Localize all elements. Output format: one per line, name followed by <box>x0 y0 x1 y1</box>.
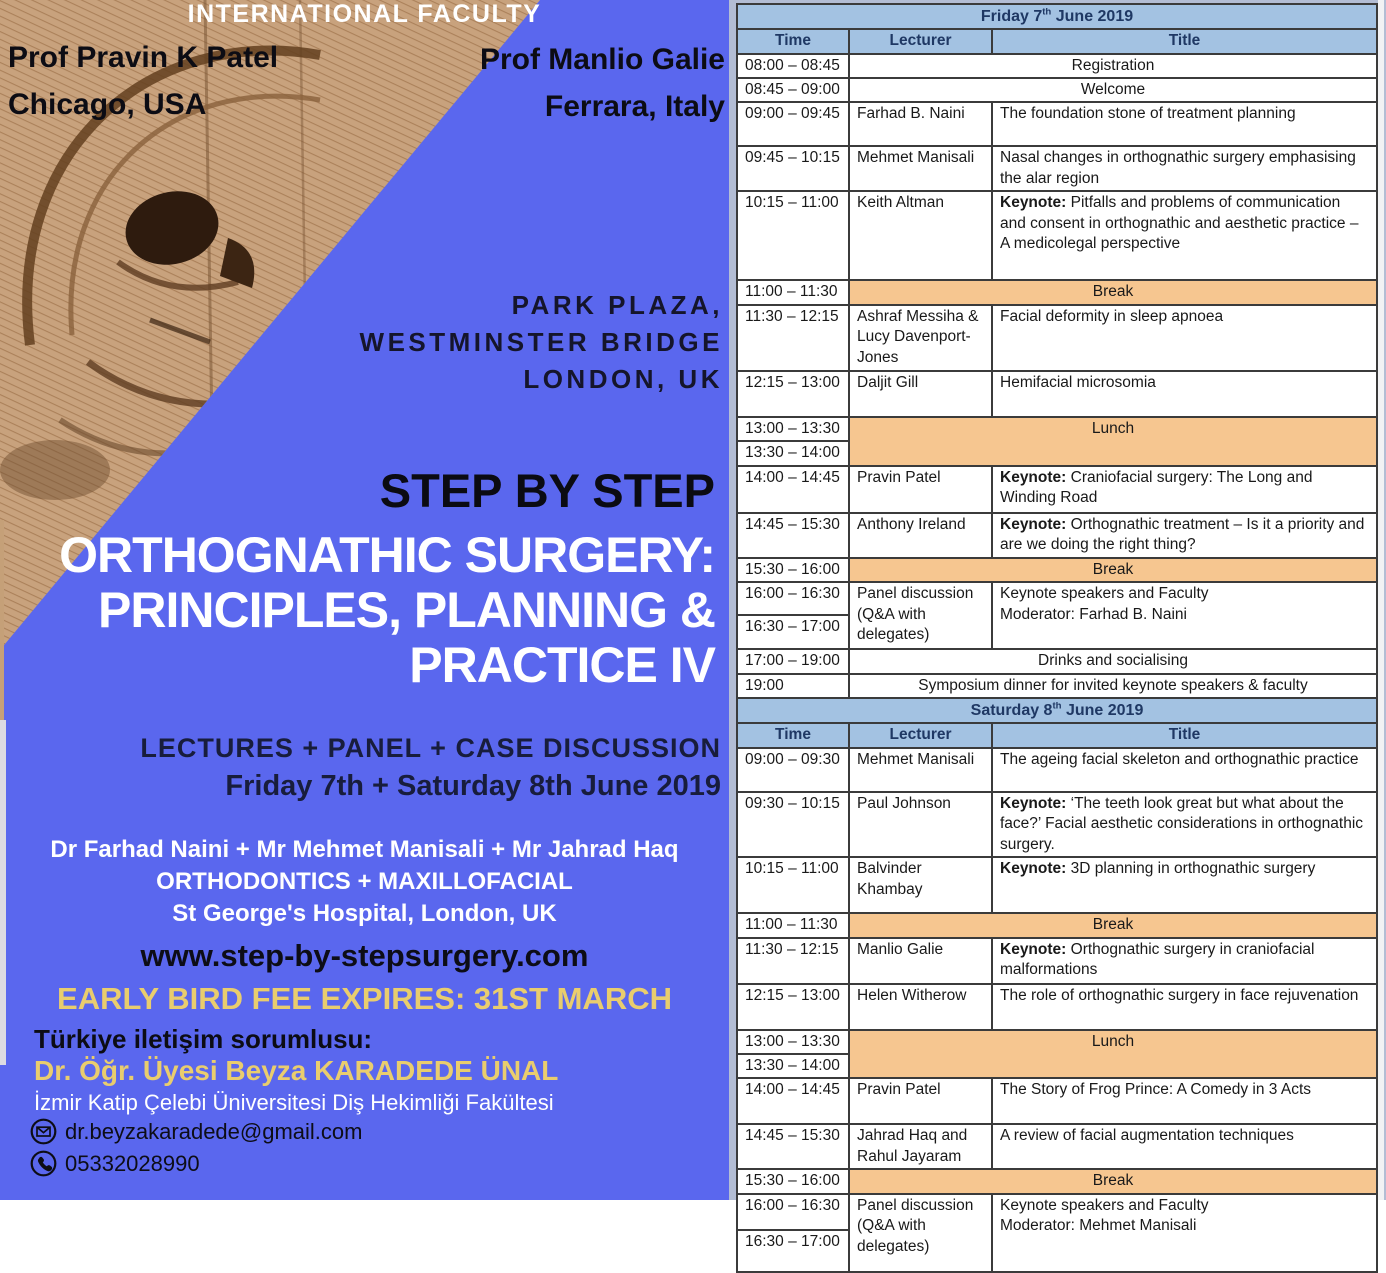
full-cell: Registration <box>849 54 1377 78</box>
time-cell: 11:00 – 11:30 <box>737 913 849 937</box>
column-header-row <box>737 29 1377 53</box>
lunch-cell: Lunch <box>849 1030 1377 1079</box>
day-header-row <box>737 698 1377 723</box>
lecturer-cell: Pravin Patel <box>849 466 992 513</box>
break-cell: Break <box>849 280 1377 304</box>
event-format-line: LECTURES + PANEL + CASE DISCUSSION <box>140 733 721 763</box>
lecturer-cell: Jahrad Haq and Rahul Jayaram <box>849 1124 992 1169</box>
prof-right-city: Ferrara, Italy <box>544 90 725 123</box>
early-bird-banner: EARLY BIRD FEE EXPIRES: 31ST MARCH <box>57 981 672 1016</box>
day-header: Friday 7th June 2019 <box>737 4 1377 29</box>
time-cell: 11:30 – 12:15 <box>737 305 849 371</box>
international-faculty-heading: INTERNATIONAL FACULTY <box>187 0 542 28</box>
time-cell: 15:30 – 16:00 <box>737 558 849 582</box>
title-cell: Keynote: ‘The teeth look great but what about the face?’ Facial aesthetic considerations in orthognathic surgery. <box>992 792 1377 857</box>
title-cell: Facial deformity in sleep apnoea <box>992 305 1377 371</box>
session-row <box>737 1078 1377 1124</box>
title-cell: Keynote: Pitfalls and problems of communication and consent in orthognathic and aesthetic practice – A medicolegal perspective <box>992 191 1377 280</box>
contact-phone: 05332028990 <box>65 1150 200 1176</box>
schedule-panel <box>729 0 1386 1255</box>
full-cell: Welcome <box>849 78 1377 102</box>
venue-block <box>360 287 723 398</box>
break-row <box>737 913 1377 937</box>
title-cell: Keynote: Orthognathic treatment – Is it a priority and are we doing the right thing? <box>992 513 1377 558</box>
prof-right-name: Prof Manlio Galie <box>479 43 725 76</box>
full-row <box>737 649 1377 673</box>
event-title-line-2: ORTHOGNATHIC SURGERY: <box>59 527 715 583</box>
prof-left-block <box>8 34 278 128</box>
time-cell: 12:15 – 13:00 <box>737 371 849 417</box>
phone-icon <box>30 1150 57 1177</box>
contact-phone-row <box>30 1150 200 1177</box>
lecturer-cell: Manlio Galie <box>849 938 992 984</box>
session-row <box>737 371 1377 417</box>
time-cell: 11:30 – 12:15 <box>737 938 849 984</box>
contact-email: dr.beyzakaradede@gmail.com <box>65 1118 363 1144</box>
organisers-line-1: Dr Farhad Naini + Mr Mehmet Manisali + Mr Jahrad Haq <box>50 836 679 863</box>
lecturer-cell: Pravin Patel <box>849 1078 992 1124</box>
column-header-title: Title <box>992 29 1377 53</box>
time-cell: 17:00 – 19:00 <box>737 649 849 673</box>
break-cell: Break <box>849 558 1377 582</box>
schedule-table <box>736 3 1378 1273</box>
contact-affiliation: İzmir Katip Çelebi Üniversitesi Diş Hekimliği Fakültesi <box>34 1090 554 1115</box>
session-row <box>737 191 1377 280</box>
session-row <box>737 748 1377 792</box>
lecturer-cell: Balvinder Khambay <box>849 857 992 913</box>
title-cell: The foundation stone of treatment planning <box>992 102 1377 146</box>
organisers-line-2: ORTHODONTICS + MAXILLOFACIAL <box>156 868 573 895</box>
event-dates-line: Friday 7th + Saturday 8th June 2019 <box>225 770 721 802</box>
lunch-row <box>737 417 1377 441</box>
break-row <box>737 280 1377 304</box>
time-cell: 13:00 – 13:30 <box>737 1030 849 1054</box>
title-cell: Keynote speakers and Faculty Moderator: Farhad B. Naini <box>992 582 1377 649</box>
time-cell: 13:30 – 14:00 <box>737 441 849 465</box>
time-cell: 16:30 – 17:00 <box>737 615 849 649</box>
time-cell: 14:00 – 14:45 <box>737 466 849 513</box>
time-cell: 08:45 – 09:00 <box>737 78 849 102</box>
venue-line-1: PARK PLAZA, <box>511 290 723 320</box>
time-cell: 08:00 – 08:45 <box>737 54 849 78</box>
contact-heading: Türkiye iletişim sorumlusu: <box>34 1024 373 1054</box>
session-row <box>737 513 1377 558</box>
time-cell: 09:30 – 10:15 <box>737 792 849 857</box>
flyer-panel <box>0 0 729 1200</box>
lecturer-cell: Keith Altman <box>849 191 992 280</box>
session-row <box>737 792 1377 857</box>
lecturer-cell: Farhad B. Naini <box>849 102 992 146</box>
lunch-cell: Lunch <box>849 417 1377 466</box>
column-header-title: Title <box>992 723 1377 747</box>
title-cell: A review of facial augmentation techniques <box>992 1124 1377 1169</box>
event-title-line-1: STEP BY STEP <box>379 464 715 517</box>
session-row <box>737 857 1377 913</box>
prof-left-name: Prof Pravin K Patel <box>8 41 279 74</box>
full-cell: Drinks and socialising <box>849 649 1377 673</box>
title-cell: Keynote speakers and Faculty Moderator: Mehmet Manisali <box>992 1194 1377 1272</box>
session-row <box>737 146 1377 191</box>
organisers-block <box>0 834 729 930</box>
time-cell: 16:00 – 16:30 <box>737 582 849 615</box>
session-row <box>737 102 1377 146</box>
session-row <box>737 305 1377 371</box>
day-header-row <box>737 4 1377 29</box>
time-cell: 16:00 – 16:30 <box>737 1194 849 1230</box>
column-header-lecturer: Lecturer <box>849 29 992 53</box>
website-text: www.step-by-stepsurgery.com <box>140 938 589 973</box>
time-cell: 09:00 – 09:30 <box>737 748 849 792</box>
panel-row <box>737 582 1377 615</box>
lecturer-cell: Mehmet Manisali <box>849 748 992 792</box>
right-edge-strip <box>1378 0 1384 1200</box>
time-cell: 14:00 – 14:45 <box>737 1078 849 1124</box>
title-cell: Keynote: Craniofacial surgery: The Long and Winding Road <box>992 466 1377 513</box>
column-header-time: Time <box>737 723 849 747</box>
time-cell: 10:15 – 11:00 <box>737 857 849 913</box>
full-cell: Symposium dinner for invited keynote speakers & faculty <box>849 674 1377 698</box>
event-title-line-4: PRACTICE IV <box>409 637 715 693</box>
time-cell: 14:45 – 15:30 <box>737 1124 849 1169</box>
title-cell: Keynote: Orthognathic surgery in craniofacial malformations <box>992 938 1377 984</box>
time-cell: 13:30 – 14:00 <box>737 1054 849 1078</box>
venue-line-3: LONDON, UK <box>523 364 723 394</box>
time-cell: 13:00 – 13:30 <box>737 417 849 441</box>
venue-line-2: WESTMINSTER BRIDGE <box>359 327 723 357</box>
event-title-line-3: PRINCIPLES, PLANNING & <box>98 582 715 638</box>
time-cell: 09:45 – 10:15 <box>737 146 849 191</box>
lecturer-cell: Paul Johnson <box>849 792 992 857</box>
break-cell: Break <box>849 1169 1377 1193</box>
email-icon <box>30 1118 57 1145</box>
title-cell: The Story of Frog Prince: A Comedy in 3 Acts <box>992 1078 1377 1124</box>
break-cell: Break <box>849 913 1377 937</box>
day-header: Saturday 8th June 2019 <box>737 698 1377 723</box>
time-cell: 16:30 – 17:00 <box>737 1230 849 1272</box>
time-cell: 15:30 – 16:00 <box>737 1169 849 1193</box>
time-cell: 11:00 – 11:30 <box>737 280 849 304</box>
lecturer-cell: Panel discussion (Q&A with delegates) <box>849 582 992 649</box>
time-cell: 09:00 – 09:45 <box>737 102 849 146</box>
contact-name: Dr. Öğr. Üyesi Beyza KARADEDE ÜNAL <box>34 1055 559 1086</box>
session-row <box>737 984 1377 1030</box>
lecturer-cell: Ashraf Messiha & Lucy Davenport-Jones <box>849 305 992 371</box>
lecturer-cell: Mehmet Manisali <box>849 146 992 191</box>
event-title <box>4 462 715 693</box>
title-cell: Nasal changes in orthognathic surgery emphasising the alar region <box>992 146 1377 191</box>
contact-email-row <box>30 1118 362 1145</box>
full-row <box>737 54 1377 78</box>
time-cell: 10:15 – 11:00 <box>737 191 849 280</box>
lecturer-cell: Daljit Gill <box>849 371 992 417</box>
full-row <box>737 78 1377 102</box>
break-row <box>737 558 1377 582</box>
session-row <box>737 1124 1377 1169</box>
session-row <box>737 938 1377 984</box>
lecturer-cell: Helen Witherow <box>849 984 992 1030</box>
prof-left-city: Chicago, USA <box>8 88 207 121</box>
column-header-lecturer: Lecturer <box>849 723 992 747</box>
title-cell: The role of orthognathic surgery in face rejuvenation <box>992 984 1377 1030</box>
break-row <box>737 1169 1377 1193</box>
title-cell: Keynote: 3D planning in orthognathic surgery <box>992 857 1377 913</box>
time-cell: 19:00 <box>737 674 849 698</box>
session-row <box>737 466 1377 513</box>
column-header-time: Time <box>737 29 849 53</box>
title-cell: Hemifacial microsomia <box>992 371 1377 417</box>
column-header-row <box>737 723 1377 747</box>
organisers-line-3: St George's Hospital, London, UK <box>172 900 557 927</box>
prof-right-block <box>480 36 725 130</box>
title-cell: The ageing facial skeleton and orthognathic practice <box>992 748 1377 792</box>
lecturer-cell: Anthony Ireland <box>849 513 992 558</box>
time-cell: 14:45 – 15:30 <box>737 513 849 558</box>
full-row <box>737 674 1377 698</box>
lecturer-cell: Panel discussion (Q&A with delegates) <box>849 1194 992 1272</box>
time-cell: 12:15 – 13:00 <box>737 984 849 1030</box>
lunch-row <box>737 1030 1377 1054</box>
panel-row <box>737 1194 1377 1230</box>
